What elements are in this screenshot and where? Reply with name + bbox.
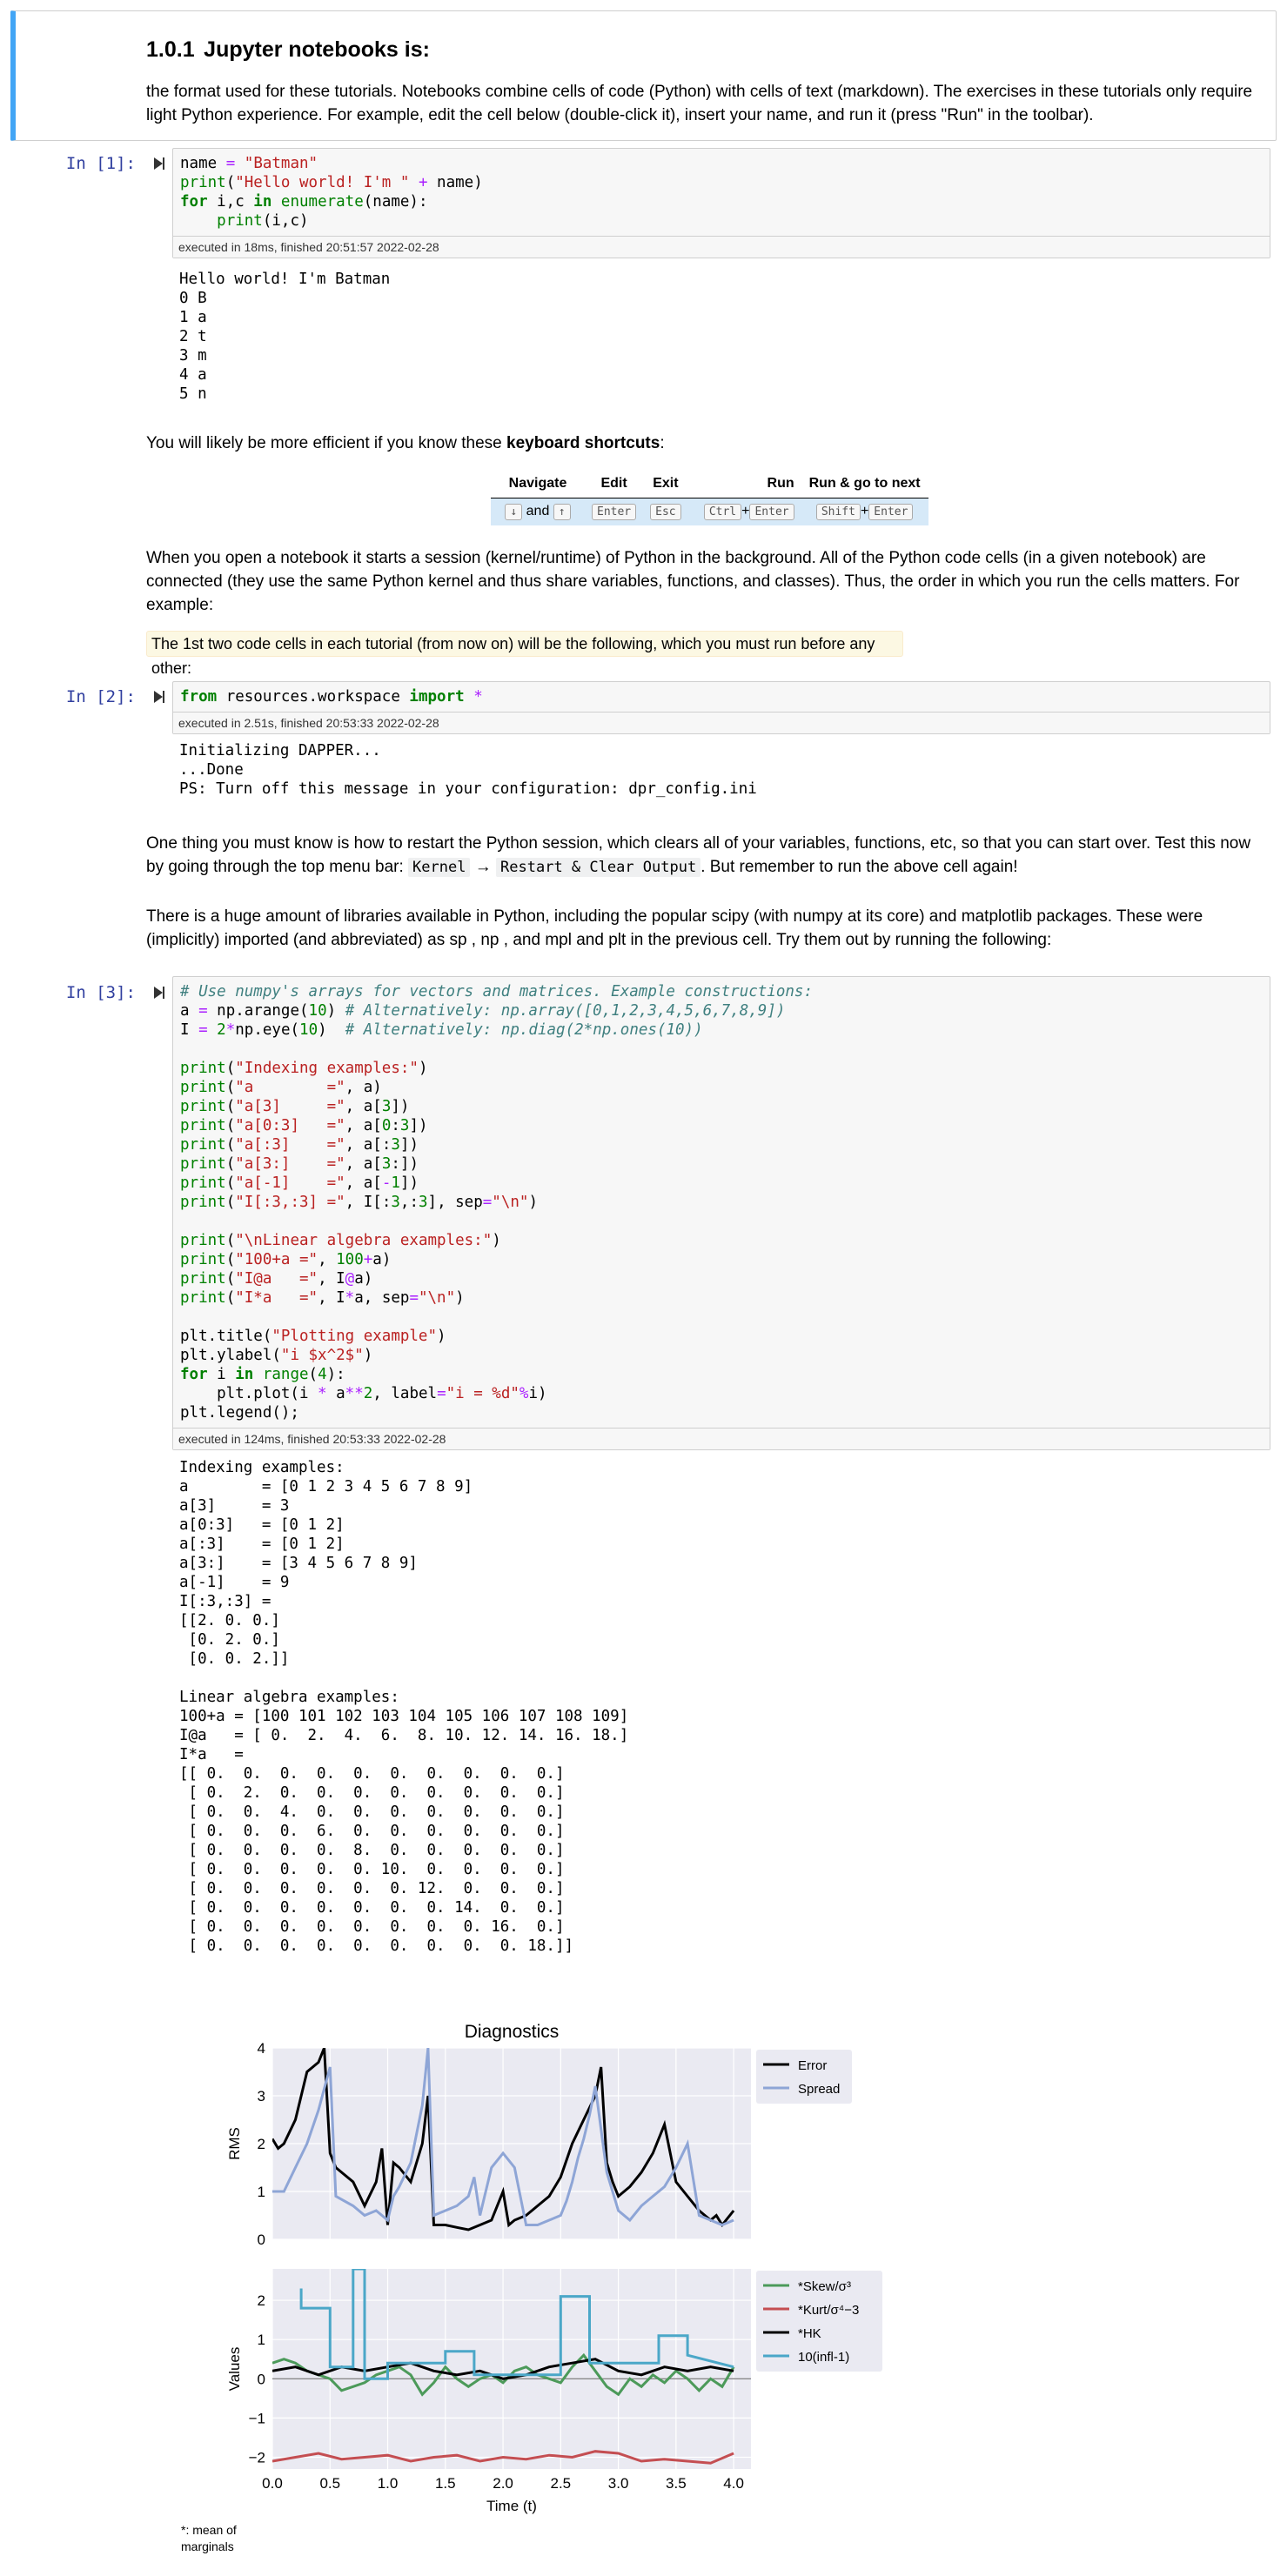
cell-prompt: In [1]: [65,154,136,173]
header-exit: Exit [643,470,687,498]
chart-title: Diagnostics [464,2022,560,2042]
legend-label: Error [798,2058,828,2073]
execution-info: executed in 124ms, finished 20:53:33 2022-02-28 [173,1428,1270,1449]
kernel-menu-ref: Kernel [408,858,470,877]
heading-text: Jupyter notebooks is: [204,37,430,62]
code-cell-1[interactable] [172,148,1270,258]
values-axes [226,2269,882,2514]
restart-menu-ref: Restart & Clear Output [496,858,700,877]
y-axis-label: Values [226,2346,243,2392]
legend-label: *Kurt/σ⁴−3 [798,2303,860,2318]
x-tick-label: 0.5 [319,2475,341,2492]
run-cell-icon[interactable] [153,157,165,171]
rms-axes [226,2022,852,2248]
x-tick-label: 2.0 [493,2475,513,2492]
diagnostics-figure [172,2010,912,2558]
x-tick-label: 3.5 [666,2475,687,2492]
run-next-keys: Shift + Enter [801,498,928,525]
code-editor[interactable]: from resources.workspace import * [180,688,483,706]
libraries-paragraph: There is a huge amount of libraries available in Python, including the popular scipy (with numpy at its core) and matplotlib packages. These were (implicitly) imported (and abbreviated) as sp , np , and mpl and plt in the previous cell. Try them out by running the following: [146,907,1203,949]
header-run: Run [688,470,801,498]
y-tick-label: 2 [257,2292,265,2310]
x-tick-label: 0.0 [262,2475,283,2492]
footnote-line1: *: mean of [181,2523,237,2537]
legend-label: *Skew/σ³ [798,2279,851,2294]
y-tick-label: −2 [248,2449,265,2466]
run-keys: Ctrl + Enter [688,498,801,525]
navigate-keys: ↓ and ↑ [491,498,585,525]
code-editor[interactable]: # Use numpy's arrays for vectors and matrices. Example constructions: a = np.arange(10) # Alternatively: np.array([0,1,2,3,4,5,6,7,8,9]) I = 2*np.eye(10) # Alternatively: np.diag(2*np.ones(10)) print("Indexing examples:") print("a =", a) print("a[3] =", a[3]) print("a[0:3] =", a[0:3]) print("a[:3] =", a[:3]) print("a[3:] =", a[3:]) print("a[-1] =", a[-1]) print("I[:3,:3] =", I[:3,:3], sep="\n") print("\nLinear algebra examples:") print("100+a =", 100+a) print("I@a =", I@a) print("I*a =", I*a, sep="\n") plt.title("Plotting example") plt.ylabel("i $x^2$") for i in range(4): plt.plot(i * a**2, label="i = %d"%i) plt.legend(); [180,983,813,1422]
y-axis-label: RMS [226,2127,243,2160]
header-edit: Edit [585,470,643,498]
legend-label: *HK [798,2326,821,2341]
exit-key: Esc [643,498,687,525]
shortcuts-intro: You will likely be more efficient if you know these keyboard shortcuts: [146,434,665,452]
run-cell-icon[interactable] [153,690,165,704]
legend-label: 10(infl-1) [798,2350,850,2365]
header-navigate: Navigate [491,470,585,498]
execution-info: executed in 2.51s, finished 20:53:33 2022-02-28 [173,712,1270,733]
y-tick-label: 0 [257,2231,265,2248]
x-tick-label: 3.0 [607,2475,629,2492]
code-cell-2[interactable] [172,681,1270,734]
run-cell-icon[interactable] [153,986,165,1000]
cell-prompt: In [3]: [65,983,136,1002]
shortcuts-table [491,470,928,525]
intro-paragraph: the format used for these tutorials. Notebooks combine cells of code (Python) with cells of text (markdown). The exercises in these tutorials only require light Python experience. For example, edit the cell below (double-click it), insert your name, and run it (press "Run" in the toolbar). [146,83,1253,124]
cell-output: Hello world! I'm Batman 0 B 1 a 2 t 3 m 4 a 5 n [179,271,391,403]
y-tick-label: 0 [257,2371,265,2388]
code-editor[interactable]: name = "Batman" print("Hello world! I'm " + name) for i,c in enumerate(name): print(i,c) [180,155,483,230]
footnote-line2: marginals [181,2539,234,2553]
legend-label: Spread [798,2082,841,2097]
restart-paragraph: One thing you must know is how to restart the Python session, which clears all of your variables, functions, etc, so that you can start over. Test this now by going through the top menu bar: Kernel → Restart & Clear Output . But remember to run the above cell again! [146,834,1251,876]
x-tick-label: 2.5 [550,2475,572,2492]
y-tick-label: 2 [257,2136,265,2152]
cell-output: Indexing examples: a = [0 1 2 3 4 5 6 7 8 9] a[3] = 3 a[0:3] = [0 1 2] a[:3] = [0 1 2] a[3:] = [3 4 5 6 7 8 9] a[-1] = 9 I[:3,:3] = [[2. 0. 0.] [0. 2. 0.] [0. 0. 2.]] Linear algebra examples: 100+a = [100 101 102 103 104 105 106 107 108 109] I@a = [ 0. 2. 4. 6. 8. 10. 12. 14. 16. 18.] I*a = [[ 0. 0. 0. 0. 0. 0. 0. 0. 0. 0.] [ 0. 2. 0. 0. 0. 0. 0. 0. 0. 0.] [ 0. 0. 4. 0. 0. 0. 0. 0. 0. 0.] [ 0. 0. 0. 6. 0. 0. 0. 0. 0. 0.] [ 0. 0. 0. 0. 8. 0. 0. 0. 0. 0.] [ 0. 0. 0. 0. 0. 10. 0. 0. 0. 0.] [ 0. 0. 0. 0. 0. 0. 12. 0. 0. 0.] [ 0. 0. 0. 0. 0. 0. 0. 14. 0. 0.] [ 0. 0. 0. 0. 0. 0. 0. 0. 16. 0.] [ 0. 0. 0. 0. 0. 0. 0. 0. 0. 18.]] [179,1459,629,1955]
x-axis-label: Time (t) [486,2498,537,2514]
header-run-next: Run & go to next [801,470,928,498]
session-paragraph: When you open a notebook it starts a session (kernel/runtime) of Python in the background. All of the Python code cells (in a given notebook) are connected (they use the same Python kernel and thus share variables, functions, and classes). Thus, the order in which you run the cells matters. For example: [146,549,1240,614]
cell-output: Initializing DAPPER... ...Done PS: Turn off this message in your configuration: dpr_config.ini [179,742,757,798]
code-cell-3[interactable] [172,976,1270,1450]
y-tick-label: 3 [257,2088,265,2104]
x-tick-label: 1.0 [377,2475,399,2492]
y-tick-label: 4 [257,2040,265,2057]
y-tick-label: 1 [257,2184,265,2200]
section-heading [146,38,1260,64]
heading-number: 1.0.1 [146,37,195,62]
y-tick-label: −1 [248,2410,265,2427]
x-tick-label: 1.5 [434,2475,456,2492]
edit-key: Enter [585,498,643,525]
y-tick-label: 1 [257,2332,265,2349]
cell-prompt: In [2]: [65,687,136,706]
warning-highlight: The 1st two code cells in each tutorial (from now on) will be the following, which you must run before any other: [146,631,903,657]
execution-info: executed in 18ms, finished 20:51:57 2022-02-28 [173,236,1270,258]
x-tick-label: 4.0 [723,2475,744,2492]
